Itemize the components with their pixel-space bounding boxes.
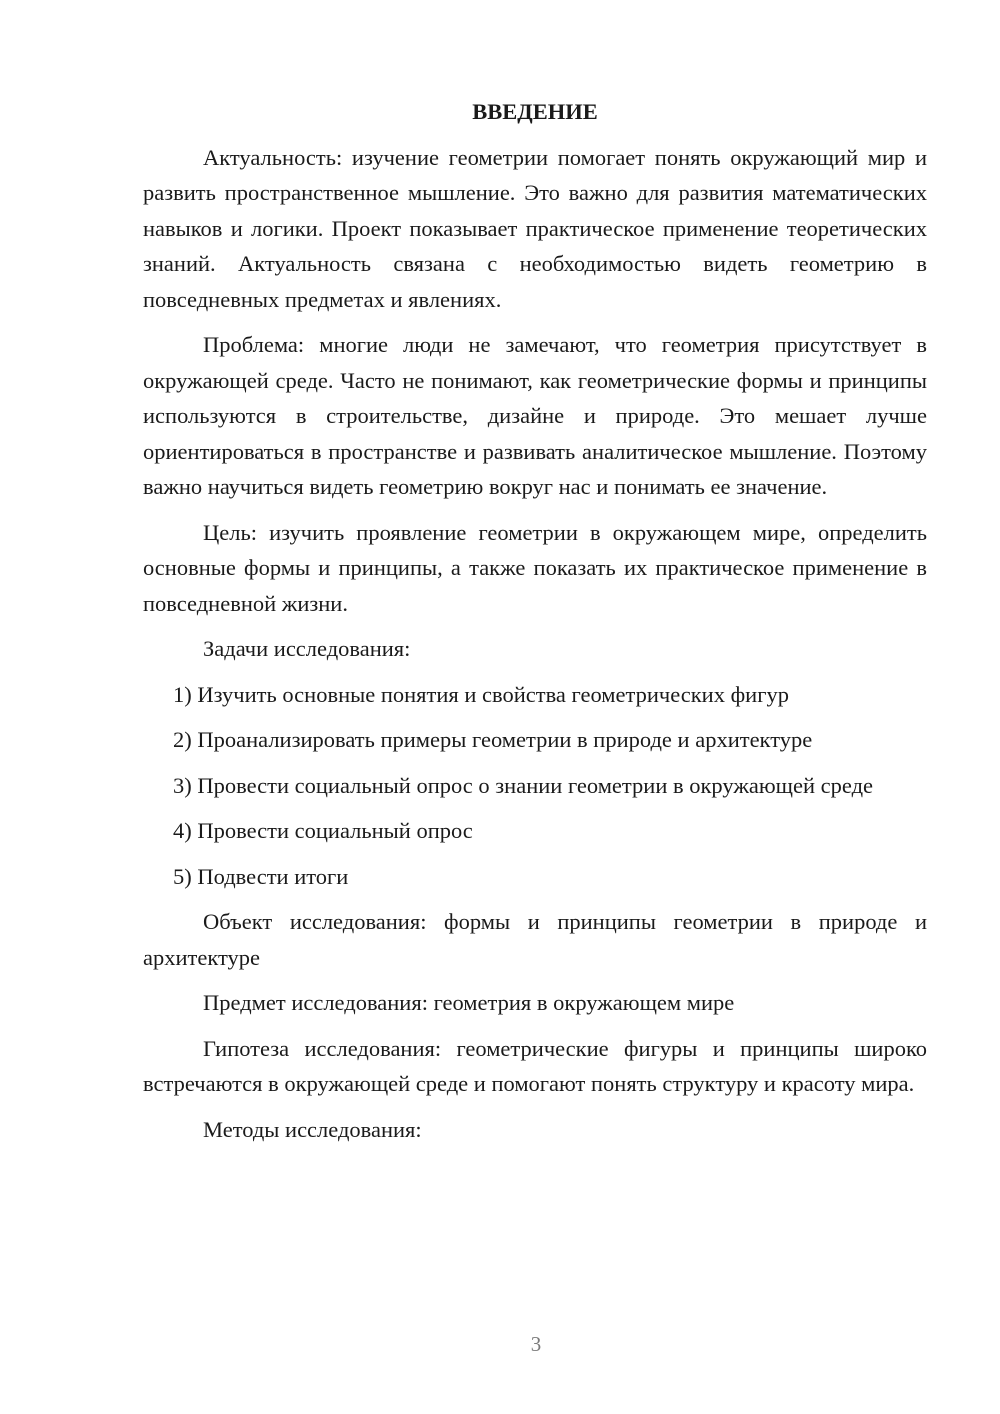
task-item-3: 3) Провести социальный опрос о знании геометрии в окружающей среде	[173, 772, 874, 798]
task-item-2: 2) Проанализировать примеры геометрии в природе и архитектуре	[173, 727, 813, 752]
page-number: 3	[530, 1332, 542, 1356]
page-title: ВВЕДЕНИЕ	[472, 99, 598, 124]
task-item-4: 4) Провести социальный опрос	[173, 818, 473, 843]
subject-paragraph: Предмет исследования: геометрия в окружающем мире	[203, 990, 735, 1015]
problem-paragraph: Проблема: многие люди не замечают, что геометрия присутствует в окружающей среде. Часто не понимают, как геометрические формы и принципы используются в строительстве, дизайне и природе. Это мешает лучше ориентироваться в пространстве и развивать аналитическое мышление. Поэтому важно научиться видеть геометрию вокруг нас и понимать ее значение.	[143, 332, 927, 499]
hypothesis-paragraph: Гипотеза исследования: геометрические фигуры и принципы широко встречаются в окружающей среде и помогают понять структуру и красоту мира.	[143, 1035, 927, 1096]
tasks-title: Задачи исследования:	[203, 636, 411, 661]
task-item-5: 5) Подвести итоги	[173, 863, 349, 889]
text-column	[143, 94, 927, 1157]
goal-paragraph: Цель: изучить проявление геометрии в окружающем мире, определить основные формы и принципы, а также показать их практическое применение в повседневной жизни.	[143, 519, 927, 616]
methods-title: Методы исследования:	[203, 1116, 422, 1142]
relevance-paragraph: Актуальность: изучение геометрии помогает понять окружающий мир и развить пространственное мышление. Это важно для развития математических навыков и логики. Проект показывает практическое применение теоретических знаний. Актуальность связана с необходимостью видеть геометрию в повседневных предметах и явлениях.	[143, 144, 927, 312]
task-item-1: 1) Изучить основные понятия и свойства геометрических фигур	[173, 681, 789, 707]
object-paragraph: Объект исследования: формы и принципы геометрии в природе и архитектуре	[143, 909, 927, 970]
